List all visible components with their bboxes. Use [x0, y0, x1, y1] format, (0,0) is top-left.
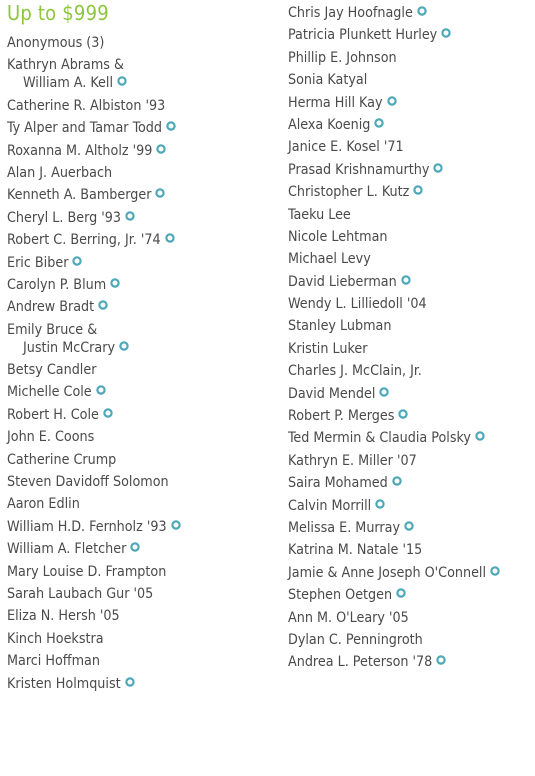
donor-entry — [7, 652, 227, 670]
donor-entry — [288, 452, 535, 470]
donor-name: David Mendel — [288, 385, 376, 402]
donor-entry — [288, 541, 535, 559]
donor-entry — [288, 631, 535, 649]
donor-name: Robert P. Merges — [288, 408, 395, 425]
donor-name: Kristin Luker — [288, 340, 368, 357]
donor-entry — [7, 518, 227, 536]
circle-marker-icon — [125, 211, 135, 221]
donor-entry — [7, 56, 227, 92]
donor-entry — [288, 340, 535, 358]
donor-entry — [7, 186, 227, 204]
donor-name: Mary Louise D. Frampton — [7, 563, 167, 580]
circle-marker-icon — [433, 163, 443, 173]
donor-name: Alexa Koenig — [288, 116, 371, 133]
donor-entry — [288, 49, 535, 67]
circle-marker-icon — [130, 542, 140, 552]
donor-name: Cheryl L. Berg '93 — [7, 209, 121, 226]
donor-name: Emily Bruce & — [7, 321, 98, 338]
donor-entry — [7, 254, 227, 272]
circle-marker-icon — [490, 566, 500, 576]
donor-entry — [7, 563, 227, 581]
circle-marker-icon — [387, 96, 397, 106]
donor-entry — [288, 474, 535, 492]
donor-name: Jamie & Anne Joseph O'Connell — [288, 564, 487, 581]
donor-name: Sarah Laubach Gur '05 — [7, 585, 154, 602]
circle-marker-icon — [119, 341, 129, 351]
donor-entry — [288, 4, 535, 22]
circle-marker-icon — [401, 275, 411, 285]
donor-entry — [288, 317, 535, 335]
donor-name: Melissa E. Murray — [288, 519, 401, 536]
donor-entry — [7, 361, 227, 379]
donor-entry — [288, 138, 535, 156]
donor-name: Carolyn P. Blum — [7, 276, 107, 293]
donor-name: Roxanna M. Altholz '99 — [7, 142, 153, 159]
donor-name: Dylan C. Penningroth — [288, 631, 423, 648]
donor-entry — [7, 383, 227, 401]
donor-entry — [7, 675, 227, 693]
donor-name: Chris Jay Hoofnagle — [288, 5, 413, 21]
donor-entry — [288, 250, 535, 268]
donor-entry — [7, 34, 227, 52]
donor-name: Taeku Lee — [288, 206, 351, 223]
circle-marker-icon — [156, 144, 166, 154]
donor-entry — [7, 607, 227, 625]
donor-entry — [288, 385, 535, 403]
donor-name: Michelle Cole — [7, 384, 92, 401]
circle-marker-icon — [98, 300, 108, 310]
section-heading: Up to $999 — [7, 1, 109, 25]
circle-marker-icon — [103, 408, 113, 418]
donor-name: Eliza N. Hersh '05 — [7, 608, 120, 625]
donor-name: Andrew Bradt — [7, 299, 95, 316]
donor-name: Kristen Holmquist — [7, 675, 121, 692]
circle-marker-icon — [171, 520, 181, 530]
donor-name: Janice E. Kosel '71 — [288, 139, 404, 156]
circle-marker-icon — [117, 76, 127, 86]
donor-entry — [288, 183, 535, 201]
donor-name: Sonia Katyal — [288, 72, 368, 89]
donor-entry — [7, 630, 227, 648]
donor-entry — [7, 119, 227, 137]
circle-marker-icon — [96, 385, 106, 395]
donor-name: Kathryn Abrams & — [7, 57, 124, 74]
donor-entry — [288, 161, 535, 179]
donor-entry — [7, 540, 227, 558]
donor-entry — [288, 228, 535, 246]
circle-marker-icon — [375, 499, 385, 509]
donor-entry — [288, 273, 535, 291]
donor-entry — [7, 142, 227, 160]
donor-name: Prasad Krishnamurthy — [288, 161, 430, 178]
donor-name: Kathryn E. Miller '07 — [288, 452, 417, 469]
donor-entry — [288, 71, 535, 89]
donor-entry — [7, 406, 227, 424]
donor-entry — [288, 116, 535, 134]
donor-name: Charles J. McClain, Jr. — [288, 363, 422, 380]
donor-name: Kenneth A. Bamberger — [7, 187, 152, 204]
donor-entry — [288, 407, 535, 425]
donor-name: William A. Fletcher — [7, 541, 127, 558]
donor-name-continued: Justin McCrary — [7, 339, 227, 357]
donor-entry — [288, 94, 535, 112]
donor-name: Anonymous (3) — [7, 35, 105, 51]
donor-entry — [288, 26, 535, 44]
donor-name: Eric Biber — [7, 254, 69, 271]
donor-name: Wendy L. Lilliedoll '04 — [288, 296, 427, 313]
circle-marker-icon — [398, 409, 408, 419]
donor-entry — [7, 495, 227, 513]
donor-name: Patricia Plunkett Hurley — [288, 27, 438, 44]
donor-name: Ty Alper and Tamar Todd — [7, 120, 163, 137]
circle-marker-icon — [166, 121, 176, 131]
donor-name: Michael Levy — [288, 251, 371, 268]
donor-entry — [288, 429, 535, 447]
donor-entry — [7, 231, 227, 249]
donor-entry — [7, 585, 227, 603]
donor-entry — [7, 451, 227, 469]
donor-name: Katrina M. Natale '15 — [288, 542, 423, 559]
donor-name: Nicole Lehtman — [288, 228, 388, 245]
donor-entry — [7, 164, 227, 182]
donor-name: Kinch Hoekstra — [7, 630, 104, 647]
circle-marker-icon — [374, 118, 384, 128]
donor-name: Herma Hill Kay — [288, 94, 383, 111]
donor-name: Andrea L. Peterson '78 — [288, 654, 433, 671]
donor-name: Phillip E. Johnson — [288, 49, 397, 66]
donor-name: Catherine Crump — [7, 451, 117, 468]
donor-name: Catherine R. Albiston '93 — [7, 97, 166, 114]
donor-entry — [7, 97, 227, 115]
donor-name: David Lieberman — [288, 273, 397, 290]
donor-name: Steven Davidoff Solomon — [7, 474, 169, 491]
donor-name: John E. Coons — [7, 429, 95, 446]
donor-name: Marci Hoffman — [7, 653, 100, 670]
donor-entry — [288, 609, 535, 627]
circle-marker-icon — [110, 278, 120, 288]
donor-name: Aaron Edlin — [7, 496, 80, 513]
circle-marker-icon — [125, 677, 135, 687]
circle-marker-icon — [441, 28, 451, 38]
donor-name: Christopher L. Kutz — [288, 184, 410, 201]
circle-marker-icon — [392, 476, 402, 486]
donor-name: Calvin Morrill — [288, 497, 372, 514]
donor-entry — [7, 276, 227, 294]
donor-name: Saira Mohamed — [288, 475, 388, 492]
donor-name: Stanley Lubman — [288, 318, 392, 335]
donor-entry — [7, 321, 227, 357]
donor-name-continued: William A. Kell — [7, 74, 227, 92]
donor-entry — [288, 497, 535, 515]
donor-entry — [288, 519, 535, 537]
donor-name: Robert C. Berring, Jr. '74 — [7, 232, 161, 249]
circle-marker-icon — [475, 431, 485, 441]
donor-entry — [288, 564, 535, 582]
donor-name: Ted Mermin & Claudia Polsky — [288, 430, 471, 447]
circle-marker-icon — [413, 185, 423, 195]
circle-marker-icon — [417, 6, 427, 16]
donor-name: Robert H. Cole — [7, 406, 99, 423]
donor-entry — [7, 473, 227, 491]
donor-name: Stephen Oetgen — [288, 587, 393, 604]
circle-marker-icon — [404, 521, 414, 531]
donor-entry — [288, 653, 535, 671]
donor-entry — [7, 428, 227, 446]
donor-entry — [7, 298, 227, 316]
donor-name: Alan J. Auerbach — [7, 164, 113, 181]
circle-marker-icon — [165, 233, 175, 243]
circle-marker-icon — [396, 588, 406, 598]
circle-marker-icon — [155, 188, 165, 198]
donor-entry — [288, 206, 535, 224]
donor-name: Betsy Candler — [7, 362, 97, 379]
donor-list-left — [7, 34, 227, 697]
circle-marker-icon — [72, 256, 82, 266]
donor-entry — [7, 209, 227, 227]
donor-entry — [288, 362, 535, 380]
donor-entry — [288, 295, 535, 313]
donor-list-right — [288, 4, 535, 676]
donor-name: William H.D. Fernholz '93 — [7, 518, 167, 535]
donor-name: Ann M. O'Leary '05 — [288, 609, 409, 626]
circle-marker-icon — [379, 387, 389, 397]
donor-entry — [288, 586, 535, 604]
circle-marker-icon — [436, 655, 446, 665]
